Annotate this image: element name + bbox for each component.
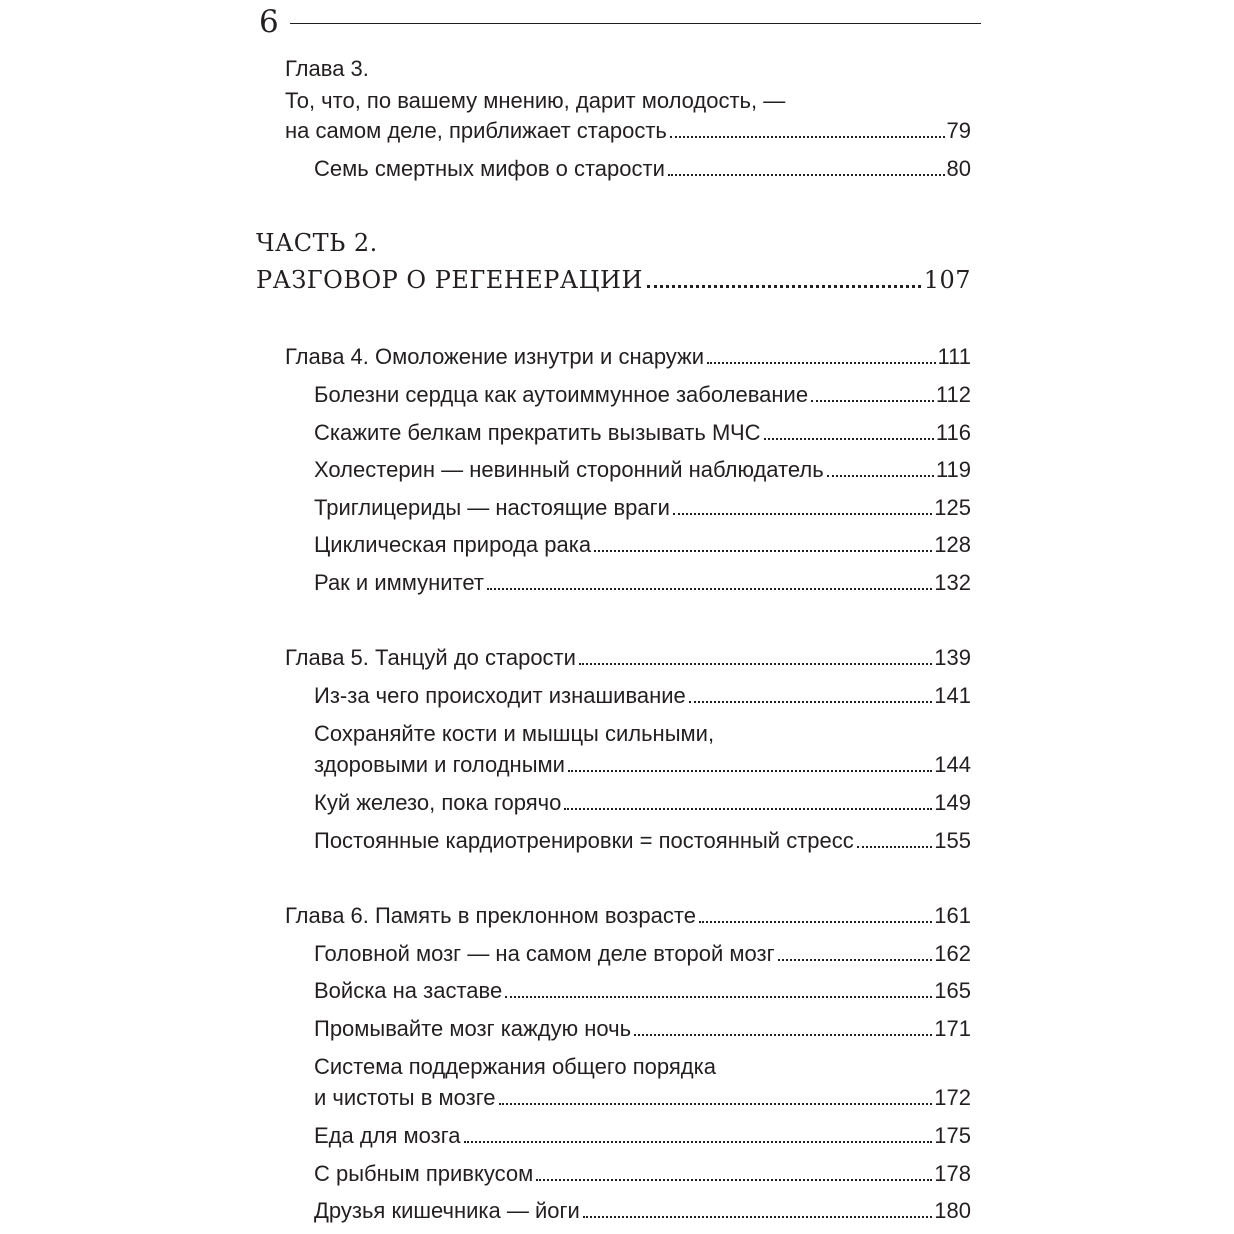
toc-entry-page: 149 — [934, 790, 971, 815]
toc-entry-part2[interactable] — [256, 265, 971, 295]
toc-entry-page: 141 — [934, 683, 971, 708]
toc-entry-section[interactable] — [314, 941, 971, 967]
leader-dots — [668, 173, 945, 176]
toc-entry-section[interactable] — [314, 1085, 971, 1111]
toc-entry-page: 144 — [934, 752, 971, 777]
toc-entry-title: С рыбным привкусом — [314, 1161, 534, 1186]
leader-dots — [707, 361, 935, 364]
toc-entry-title: Семь смертных мифов о старости — [314, 156, 665, 181]
toc-entry-section[interactable] — [314, 532, 971, 558]
toc-entry-section[interactable] — [314, 1123, 971, 1149]
toc-entry-title: и чистоты в мозге — [314, 1085, 496, 1110]
toc-entry-section[interactable] — [314, 752, 971, 778]
toc-entry-title: здоровыми и голодными — [314, 752, 565, 777]
toc-entry-title: Друзья кишечника — йоги — [314, 1198, 580, 1223]
toc-entry-page: 171 — [934, 1016, 971, 1041]
header-rule — [290, 23, 981, 24]
toc-entry-title: Куй железо, пока горячо — [314, 790, 562, 815]
toc-entry-page: 180 — [934, 1198, 971, 1223]
toc-entry-page: 175 — [934, 1123, 971, 1148]
toc-entry-title: Постоянные кардиотренировки = постоянный стресс — [314, 828, 854, 853]
toc-entry-page: 132 — [934, 570, 971, 595]
toc-entry-title: Еда для мозга — [314, 1123, 461, 1148]
toc-entry-section[interactable] — [314, 1016, 971, 1042]
page-number: 6 — [259, 4, 279, 40]
toc-entry-section[interactable] — [314, 420, 971, 446]
toc-entry-chapter3[interactable] — [285, 118, 971, 144]
toc-entry-page: 79 — [946, 118, 971, 143]
toc-entry-title: Скажите белкам прекратить вызывать МЧС — [314, 420, 761, 445]
toc-entry-section[interactable] — [314, 495, 971, 521]
toc-entry-page: 165 — [934, 978, 971, 1003]
toc-entry-title: Промывайте мозг каждую ночь — [314, 1016, 632, 1041]
toc-entry-section[interactable] — [314, 1161, 971, 1187]
toc-entry-section[interactable] — [314, 978, 971, 1004]
toc-entry-page: 111 — [937, 344, 971, 369]
toc-entry-page: 155 — [934, 828, 971, 853]
toc-entry-title: на самом деле, приближает старость — [285, 118, 667, 143]
part2-page: 107 — [923, 266, 971, 294]
toc-entry-section[interactable] — [314, 683, 971, 709]
toc-entry-page: 162 — [934, 941, 971, 966]
leader-dots — [699, 920, 932, 923]
leader-dots — [811, 399, 934, 402]
leader-dots — [499, 1102, 933, 1105]
leader-dots — [536, 1178, 932, 1181]
toc-entry-title: Головной мозг — на самом деле второй мозг — [314, 941, 775, 966]
chapter3-title-line1: То, что, по вашему мнению, дарит молодость, — — [285, 88, 786, 113]
toc-entry-title-line1: Система поддержания общего порядка — [314, 1054, 716, 1079]
leader-dots — [505, 995, 932, 998]
toc-entry-section[interactable] — [314, 828, 971, 854]
leader-dots — [670, 135, 945, 138]
leader-dots — [827, 474, 934, 477]
leader-dots — [564, 807, 932, 810]
page-header — [259, 0, 981, 46]
leader-dots — [583, 1215, 932, 1218]
toc-entry-title: Войска на заставе — [314, 978, 503, 1003]
toc-entry-page: 161 — [934, 903, 971, 928]
leader-dots — [764, 437, 934, 440]
chapter3-label: Глава 3. — [285, 56, 369, 81]
leader-dots — [689, 700, 932, 703]
toc-entry-title: Из-за чего происходит изнашивание — [314, 683, 686, 708]
toc-entry-page: 116 — [935, 420, 971, 445]
leader-dots — [634, 1033, 932, 1036]
toc-entry-title: Триглицериды — настоящие враги — [314, 495, 670, 520]
toc-entry-page: 172 — [934, 1085, 971, 1110]
toc-entry-page: 139 — [934, 645, 971, 670]
toc-entry-section[interactable] — [314, 570, 971, 596]
toc-entry-section[interactable] — [314, 457, 971, 483]
toc-entry-title: Циклическая природа рака — [314, 532, 592, 557]
toc-entry-page: 125 — [934, 495, 971, 520]
part2-title: РАЗГОВОР О РЕГЕНЕРАЦИИ — [256, 266, 643, 294]
toc-entry-title: Холестерин — невинный сторонний наблюдатель — [314, 457, 824, 482]
leader-dots — [647, 284, 921, 288]
toc-entry-chapter4[interactable] — [285, 344, 971, 370]
toc-entry-title: Рак и иммунитет — [314, 570, 484, 595]
toc-entry-page: 119 — [935, 457, 971, 482]
toc-entry-title: Глава 6. Память в преклонном возрасте — [285, 903, 696, 928]
leader-dots — [778, 958, 933, 961]
toc-entry-title: Болезни сердца как аутоиммунное заболевание — [314, 382, 809, 407]
toc-entry-section[interactable] — [314, 156, 971, 182]
leader-dots — [673, 512, 932, 515]
leader-dots — [464, 1140, 933, 1143]
toc-entry-page: 178 — [934, 1161, 971, 1186]
toc-entry-chapter6[interactable] — [285, 903, 971, 929]
leader-dots — [579, 662, 932, 665]
leader-dots — [857, 845, 933, 848]
leader-dots — [487, 587, 932, 590]
toc-entry-page: 112 — [935, 382, 971, 407]
toc-entry-section[interactable] — [314, 790, 971, 816]
toc-entry-title-line1: Сохраняйте кости и мышцы сильными, — [314, 721, 715, 746]
toc-entry-section[interactable] — [314, 1198, 971, 1224]
toc-entry-title: Глава 4. Омоложение изнутри и снаружи — [285, 344, 705, 369]
leader-dots — [594, 549, 932, 552]
toc-entry-page: 80 — [946, 156, 971, 181]
leader-dots — [568, 769, 932, 772]
toc-entry-page: 128 — [934, 532, 971, 557]
toc-entry-chapter5[interactable] — [285, 645, 971, 671]
toc-entry-title: Глава 5. Танцуй до старости — [285, 645, 576, 670]
toc-entry-section[interactable] — [314, 382, 971, 408]
part2-label: ЧАСТЬ 2. — [256, 229, 378, 257]
